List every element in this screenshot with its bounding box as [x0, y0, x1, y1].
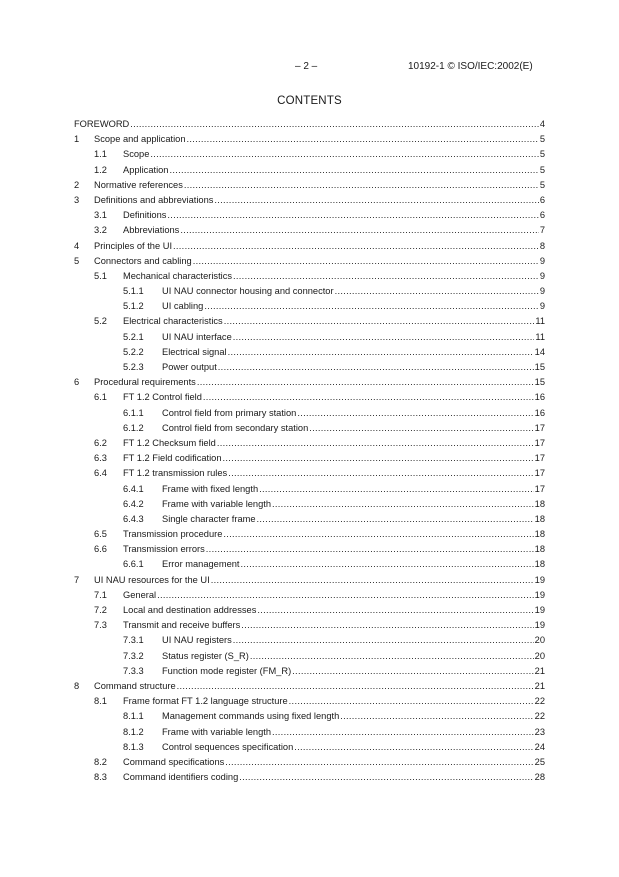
toc-entry-line — [162, 482, 545, 497]
toc-entry-title: Error management — [162, 559, 240, 570]
toc-entry-title: Transmission procedure — [123, 529, 223, 540]
toc-dot-leader — [335, 284, 539, 299]
toc-entry-number: 5.2 — [94, 316, 107, 327]
toc-dot-leader — [223, 451, 534, 466]
toc-entry-page: 9 — [539, 286, 545, 297]
toc-entry-line — [94, 239, 545, 254]
toc-entry-page: 24 — [534, 741, 545, 752]
toc-entry-number: 6 — [74, 377, 80, 388]
toc-entry-title: Frame format FT 1.2 language structure — [123, 696, 288, 707]
toc-entry-page: 5 — [539, 164, 545, 175]
toc-entry-title: Connectors and cabling — [94, 255, 192, 266]
toc-entry-title: Electrical characteristics — [123, 316, 223, 327]
toc-entry-line — [94, 573, 545, 588]
toc-dot-leader — [204, 299, 538, 314]
toc-entry-page: 18 — [534, 529, 545, 540]
toc-entry-line — [94, 193, 545, 208]
toc-entry[interactable] — [74, 770, 545, 785]
toc-entry-number: 6.6 — [94, 544, 107, 555]
toc-entry-line — [162, 725, 545, 740]
toc-entry-number: 6.1.2 — [123, 422, 144, 433]
toc-entry-title: Command specifications — [123, 756, 225, 767]
toc-dot-leader — [340, 709, 533, 724]
toc-entry[interactable] — [74, 178, 545, 193]
toc-entry-page: 4 — [539, 119, 545, 129]
toc-entry-number: 8.1.2 — [123, 726, 144, 737]
toc-entry-line — [123, 436, 545, 451]
toc-entry-title: UI NAU connector housing and connector — [162, 286, 334, 297]
toc-entry-page: 18 — [534, 513, 545, 524]
toc-entry-line — [162, 299, 545, 314]
toc-entry-number: 7 — [74, 574, 80, 585]
toc-entry-page: 19 — [534, 620, 545, 631]
toc-entry-title: UI NAU registers — [162, 635, 232, 646]
toc-entry-page: 17 — [534, 483, 545, 494]
toc-entry-title: UI cabling — [162, 301, 204, 312]
toc-entry-number: 6.2 — [94, 437, 107, 448]
toc-dot-leader — [223, 527, 533, 542]
toc-dot-leader — [259, 482, 534, 497]
toc-entry-page: 9 — [539, 255, 545, 266]
toc-entry-page: 16 — [534, 407, 545, 418]
toc-entry-title: Power output — [162, 362, 217, 372]
toc-entry-line — [123, 603, 545, 618]
toc-dot-leader — [289, 694, 534, 709]
toc-entry[interactable] — [74, 694, 545, 709]
toc-entry-page: 9 — [539, 270, 545, 281]
toc-dot-leader — [214, 193, 538, 208]
toc-entry-number: 6.3 — [94, 453, 107, 464]
toc-entry-line — [162, 497, 545, 512]
toc-dot-leader — [233, 269, 539, 284]
toc-entry-line — [123, 223, 545, 238]
toc-entry-number: 8.2 — [94, 756, 107, 767]
toc-entry-number: 6.1.1 — [123, 407, 144, 418]
toc-entry-page: 20 — [534, 650, 545, 661]
toc-entry[interactable] — [74, 406, 545, 421]
toc-dot-leader — [224, 314, 535, 329]
toc-entry[interactable] — [74, 679, 545, 694]
table-of-contents — [74, 117, 545, 785]
toc-dot-leader — [130, 117, 539, 132]
toc-entry-page: 8 — [539, 240, 545, 251]
toc-entry[interactable] — [74, 542, 545, 557]
toc-entry[interactable] — [74, 740, 545, 755]
toc-entry[interactable] — [74, 436, 545, 451]
toc-dot-leader — [250, 649, 534, 664]
toc-dot-leader — [241, 618, 533, 633]
toc-dot-leader — [203, 390, 534, 405]
toc-entry[interactable] — [74, 709, 545, 724]
toc-entry[interactable] — [74, 147, 545, 162]
toc-entry[interactable] — [74, 314, 545, 329]
toc-entry-line — [123, 147, 545, 162]
toc-entry-page: 25 — [534, 756, 545, 767]
toc-entry-number: 3.1 — [94, 210, 107, 221]
toc-entry-number: 5.1.1 — [123, 286, 144, 297]
toc-entry-number: 5.2.3 — [123, 362, 144, 372]
toc-entry-number: 6.6.1 — [123, 559, 144, 570]
toc-entry-page: 11 — [535, 316, 545, 327]
toc-entry-number: 6.4.2 — [123, 498, 144, 509]
toc-entry-number: 5.2.2 — [123, 346, 144, 357]
toc-entry-title: Transmit and receive buffers — [123, 620, 241, 631]
toc-entry[interactable] — [74, 421, 545, 436]
toc-dot-leader — [257, 512, 534, 527]
toc-dot-leader — [294, 740, 533, 755]
toc-entry-title: Control field from secondary station — [162, 422, 309, 433]
toc-entry[interactable] — [74, 497, 545, 512]
toc-entry-line — [123, 451, 545, 466]
toc-dot-leader — [184, 178, 539, 193]
toc-entry-line — [162, 330, 545, 345]
toc-entry[interactable] — [74, 208, 545, 223]
toc-entry-page: 17 — [534, 422, 545, 433]
toc-entry[interactable] — [74, 755, 545, 770]
toc-entry-number: 1.1 — [94, 149, 107, 160]
toc-entry[interactable] — [74, 512, 545, 527]
toc-entry-title: Management commands using fixed length — [162, 711, 340, 722]
toc-entry-number: 7.2 — [94, 605, 107, 615]
toc-dot-leader — [292, 664, 533, 679]
toc-entry-page: 16 — [534, 392, 545, 403]
toc-entry-page: 5 — [539, 179, 545, 190]
toc-entry-line — [162, 421, 545, 436]
toc-entry[interactable] — [74, 239, 545, 254]
toc-entry-title: FT 1.2 Checksum field — [123, 437, 216, 448]
toc-entry[interactable] — [74, 299, 545, 314]
toc-entry[interactable] — [74, 618, 545, 633]
toc-entry-title: Single character frame — [162, 513, 256, 524]
toc-entry-number: 6.4.1 — [123, 483, 144, 494]
toc-dot-leader — [272, 725, 534, 740]
toc-entry-page: 17 — [534, 437, 545, 448]
toc-entry[interactable] — [74, 330, 545, 345]
toc-entry[interactable] — [74, 603, 545, 618]
toc-entry[interactable] — [74, 725, 545, 740]
toc-entry-number: 6.5 — [94, 529, 107, 540]
toc-entry-title: Frame with fixed length — [162, 483, 259, 494]
toc-entry[interactable] — [74, 588, 545, 603]
toc-entry[interactable] — [74, 451, 545, 466]
toc-entry-line — [123, 770, 545, 785]
toc-dot-leader — [157, 588, 534, 603]
contents-title: CONTENTS — [277, 95, 342, 107]
toc-entry[interactable] — [74, 573, 545, 588]
toc-entry[interactable] — [74, 269, 545, 284]
toc-entry-title: General — [123, 589, 157, 600]
toc-entry-line — [94, 178, 545, 193]
toc-entry-line — [123, 694, 545, 709]
toc-entry-page: 20 — [534, 635, 545, 646]
toc-entry-title: Application — [123, 164, 169, 175]
toc-entry-title: FOREWORD — [74, 119, 130, 129]
toc-entry-number: 3.2 — [94, 225, 107, 236]
toc-entry-number: 7.3.1 — [123, 635, 144, 646]
toc-entry-line — [94, 375, 545, 390]
toc-entry-title: Frame with variable length — [162, 498, 272, 509]
toc-entry-page: 6 — [539, 194, 545, 205]
toc-entry-line — [74, 117, 545, 132]
toc-entry-number: 3 — [74, 194, 80, 205]
toc-entry[interactable] — [74, 527, 545, 542]
page-header — [0, 61, 619, 75]
toc-entry-title: UI NAU interface — [162, 331, 232, 342]
toc-entry[interactable] — [74, 557, 545, 572]
toc-dot-leader — [239, 770, 533, 785]
toc-entry-page: 18 — [534, 498, 545, 509]
toc-entry-number: 6.4.3 — [123, 513, 144, 524]
toc-entry[interactable] — [74, 284, 545, 299]
toc-dot-leader — [177, 679, 534, 694]
toc-entry-number: 5.1 — [94, 270, 107, 281]
page-number: – 2 – — [295, 61, 318, 72]
toc-entry[interactable] — [74, 482, 545, 497]
toc-entry-line — [162, 740, 545, 755]
toc-entry-title: Normative references — [94, 179, 183, 190]
toc-entry-title: Command structure — [94, 680, 176, 691]
toc-dot-leader — [228, 345, 534, 360]
toc-entry-page: 18 — [534, 544, 545, 555]
toc-entry-number: 5.2.1 — [123, 331, 144, 342]
toc-entry[interactable] — [74, 193, 545, 208]
toc-entry-title: Electrical signal — [162, 346, 227, 357]
toc-entry-title: Frame with variable length — [162, 726, 272, 737]
toc-dot-leader — [257, 603, 533, 618]
toc-entry-page: 23 — [534, 726, 545, 737]
toc-entry-number: 8 — [74, 680, 80, 691]
toc-entry-number: 7.1 — [94, 589, 107, 600]
toc-entry-number: 7.3.3 — [123, 665, 144, 676]
toc-entry[interactable] — [74, 375, 545, 390]
toc-entry[interactable] — [74, 360, 545, 375]
toc-entry-line — [162, 406, 545, 421]
toc-entry-number: 8.1 — [94, 696, 107, 707]
toc-dot-leader — [218, 360, 534, 375]
standard-reference: 10192-1 © ISO/IEC:2002(E) — [408, 61, 533, 72]
toc-entry-title: Scope — [123, 149, 150, 160]
toc-dot-leader — [169, 163, 538, 178]
toc-entry-page: 28 — [534, 772, 545, 783]
toc-entry-title: Scope and application — [94, 134, 186, 145]
toc-entry-title: FT 1.2 Control field — [123, 392, 202, 403]
toc-entry-page: 11 — [535, 331, 545, 342]
toc-entry-number: 6.4 — [94, 468, 107, 479]
toc-entry-line — [162, 284, 545, 299]
toc-entry-line — [123, 390, 545, 405]
toc-entry-page: 6 — [539, 210, 545, 221]
toc-entry-title: Status register (S_R) — [162, 650, 249, 661]
toc-dot-leader — [211, 573, 534, 588]
toc-entry-line — [94, 254, 545, 269]
toc-entry[interactable] — [74, 345, 545, 360]
toc-entry-number: 8.3 — [94, 772, 107, 783]
toc-dot-leader — [197, 375, 534, 390]
toc-entry-line — [123, 269, 545, 284]
toc-entry[interactable] — [74, 223, 545, 238]
toc-entry-line — [162, 649, 545, 664]
toc-entry[interactable] — [74, 633, 545, 648]
toc-entry-line — [123, 618, 545, 633]
toc-entry-page: 17 — [534, 468, 545, 479]
toc-entry-number: 4 — [74, 240, 80, 251]
toc-entry-title: Function mode register (FM_R) — [162, 665, 292, 676]
toc-entry[interactable] — [74, 649, 545, 664]
toc-entry-page: 19 — [534, 589, 545, 600]
toc-entry-line — [162, 512, 545, 527]
toc-entry-page: 5 — [539, 134, 545, 145]
toc-entry-title: Procedural requirements — [94, 377, 196, 388]
toc-entry-title: Abbreviations — [123, 225, 180, 236]
toc-dot-leader — [233, 330, 535, 345]
toc-entry-title: FT 1.2 Field codification — [123, 453, 222, 464]
toc-entry-page: 18 — [534, 559, 545, 570]
toc-entry-number: 5.1.2 — [123, 301, 144, 312]
toc-entry-line — [123, 588, 545, 603]
toc-entry-title: Definitions — [123, 210, 167, 221]
toc-entry-page: 22 — [534, 711, 545, 722]
toc-entry[interactable] — [74, 390, 545, 405]
toc-entry-line — [123, 466, 545, 481]
toc-entry-page: 19 — [534, 574, 545, 585]
toc-entry-page: 19 — [534, 605, 545, 615]
toc-entry-line — [162, 633, 545, 648]
toc-entry-page: 5 — [539, 149, 545, 160]
toc-entry-page: 22 — [534, 696, 545, 707]
toc-entry-title: UI NAU resources for the UI — [94, 574, 210, 585]
toc-entry-number: 7.3 — [94, 620, 107, 631]
toc-entry[interactable] — [74, 132, 545, 147]
toc-dot-leader — [173, 239, 539, 254]
toc-dot-leader — [297, 406, 533, 421]
toc-entry-line — [123, 542, 545, 557]
toc-entry-line — [123, 208, 545, 223]
toc-entry-line — [123, 755, 545, 770]
toc-entry-line — [162, 664, 545, 679]
toc-entry[interactable] — [74, 163, 545, 178]
toc-entry[interactable] — [74, 466, 545, 481]
toc-entry-page: 7 — [539, 225, 545, 236]
toc-entry-page: 21 — [534, 680, 545, 691]
toc-entry-number: 1 — [74, 134, 80, 145]
toc-dot-leader — [193, 254, 539, 269]
toc-entry-number: 8.1.3 — [123, 741, 144, 752]
toc-entry[interactable] — [74, 254, 545, 269]
toc-entry-page: 15 — [534, 362, 545, 372]
toc-dot-leader — [206, 542, 534, 557]
toc-entry-number: 8.1.1 — [123, 711, 144, 722]
toc-entry-title: Transmission errors — [123, 544, 205, 555]
toc-entry-line — [94, 132, 545, 147]
toc-dot-leader — [167, 208, 538, 223]
toc-entry-line — [123, 314, 545, 329]
toc-entry[interactable] — [74, 664, 545, 679]
toc-dot-leader — [233, 633, 534, 648]
toc-entry-number: 5 — [74, 255, 80, 266]
toc-entry-line — [123, 163, 545, 178]
toc-entry-title: Definitions and abbreviations — [94, 194, 214, 205]
toc-entry-page: 15 — [534, 377, 545, 388]
toc-dot-leader — [272, 497, 534, 512]
toc-entry-page: 14 — [534, 346, 545, 357]
toc-dot-leader — [225, 755, 533, 770]
toc-entry-number: 2 — [74, 179, 80, 190]
toc-entry-title: Mechanical characteristics — [123, 270, 233, 281]
toc-entry-page: 17 — [534, 453, 545, 464]
toc-entry-page: 9 — [539, 301, 545, 312]
toc-dot-leader — [228, 466, 533, 481]
toc-dot-leader — [180, 223, 538, 238]
toc-dot-leader — [309, 421, 533, 436]
toc-entry-title: Local and destination addresses — [123, 605, 257, 615]
toc-entry-line — [123, 527, 545, 542]
toc-entry-title: FT 1.2 transmission rules — [123, 468, 228, 479]
toc-dot-leader — [150, 147, 538, 162]
toc-entry-title: Control field from primary station — [162, 407, 297, 418]
toc-entry-title: Control sequences specification — [162, 741, 294, 752]
toc-dot-leader — [217, 436, 534, 451]
toc-entry-line — [94, 679, 545, 694]
toc-entry-line — [162, 360, 545, 375]
toc-entry-line — [162, 557, 545, 572]
toc-entry-page: 21 — [534, 665, 545, 676]
toc-entry-number: 1.2 — [94, 164, 107, 175]
toc-entry-line — [162, 709, 545, 724]
toc-entry-title: Command identifiers coding — [123, 772, 239, 783]
toc-entry-number: 7.3.2 — [123, 650, 144, 661]
toc-dot-leader — [241, 557, 534, 572]
toc-entry[interactable] — [74, 117, 545, 132]
toc-entry-title: Principles of the UI — [94, 240, 173, 251]
toc-entry-number: 6.1 — [94, 392, 107, 403]
toc-entry-line — [162, 345, 545, 360]
toc-dot-leader — [187, 132, 539, 147]
